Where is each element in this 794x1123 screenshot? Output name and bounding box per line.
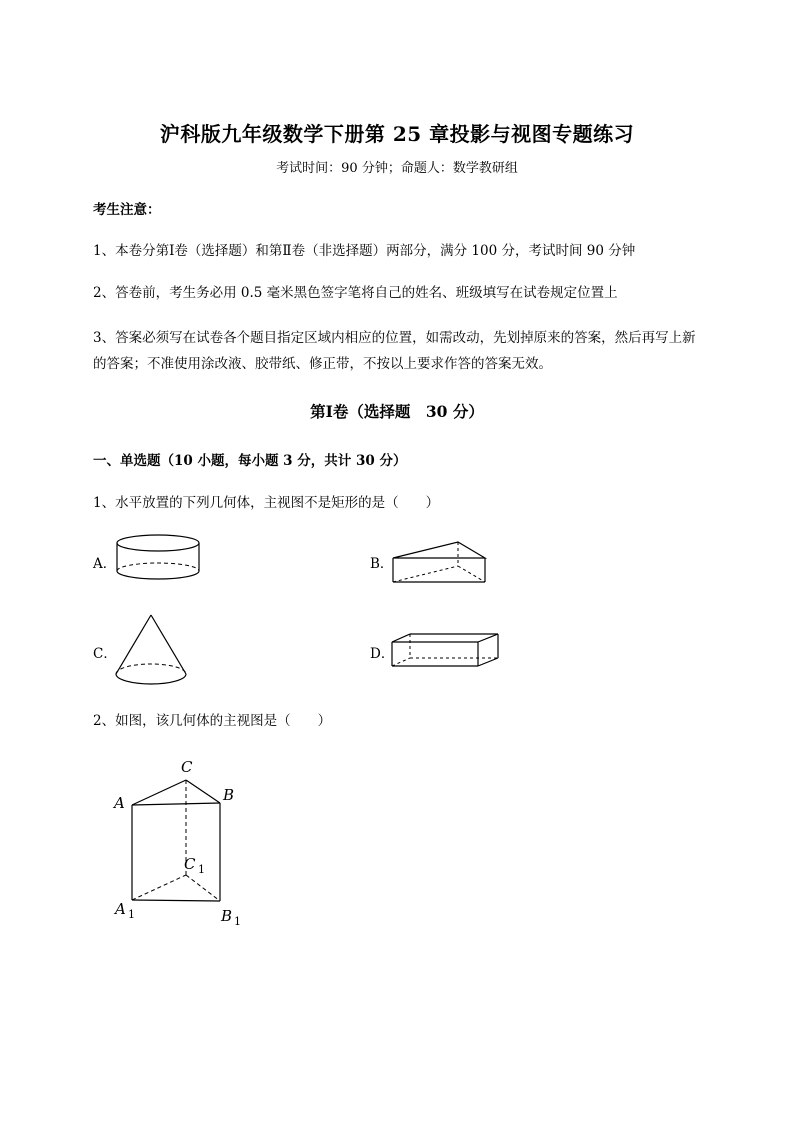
vertex-b1-subscript: 1 [234,915,241,928]
part-heading: 一、单选题（10 小题，每小题 3 分，共计 30 分） [93,453,407,469]
question-2-text: 2、如图，该几何体的主视图是（ ） [93,713,332,729]
vertex-a1-subscript: 1 [128,908,135,921]
triangular-prism-figure [388,536,492,586]
vertex-a-label: A [114,794,125,812]
option-a-label: A． [93,556,117,572]
vertex-c1-label: C [184,855,196,873]
vertex-c-label: C [181,758,193,776]
option-c-label: C． [93,646,117,662]
vertex-a1-label: A [115,900,126,918]
vertex-b-label: B [223,786,235,804]
notice-heading: 考生注意： [93,202,161,218]
notice-item-3: 3、答案必须写在试卷各个题目指定区域内相应的位置，如需改动，先划掉原来的答案，然后再写上新的答案；不准使用涂改液、胶带纸、修正带，不按以上要求作答的答案无效。 [93,330,696,372]
option-b-label: B． [370,556,394,572]
cylinder-figure [112,533,204,588]
option-d-label: D． [370,646,395,662]
page-title: 沪科版九年级数学下册第 25 章投影与视图专题练习 [159,122,635,146]
cone-figure [112,612,192,688]
notice-item-2: 2、答卷前，考生务必用 0.5 毫米黑色签字笔将自己的姓名、班级填写在试卷规定位置上 [93,285,618,301]
question-1-text: 1、水平放置的下列几何体，主视图不是矩形的是（ ） [93,495,440,511]
notice-item-1: 1、本卷分第Ⅰ卷（选择题）和第Ⅱ卷（非选择题）两部分，满分 100 分，考试时间 90 分钟 [93,243,636,259]
cuboid-figure [388,630,502,670]
section-title: 第Ⅰ卷（选择题 30 分） [310,402,484,421]
vertex-b1-label: B [221,907,233,925]
prism-figure [108,755,258,935]
exam-info: 考试时间：90 分钟；命题人：数学教研组 [276,161,518,176]
vertex-c1-subscript: 1 [198,863,205,876]
